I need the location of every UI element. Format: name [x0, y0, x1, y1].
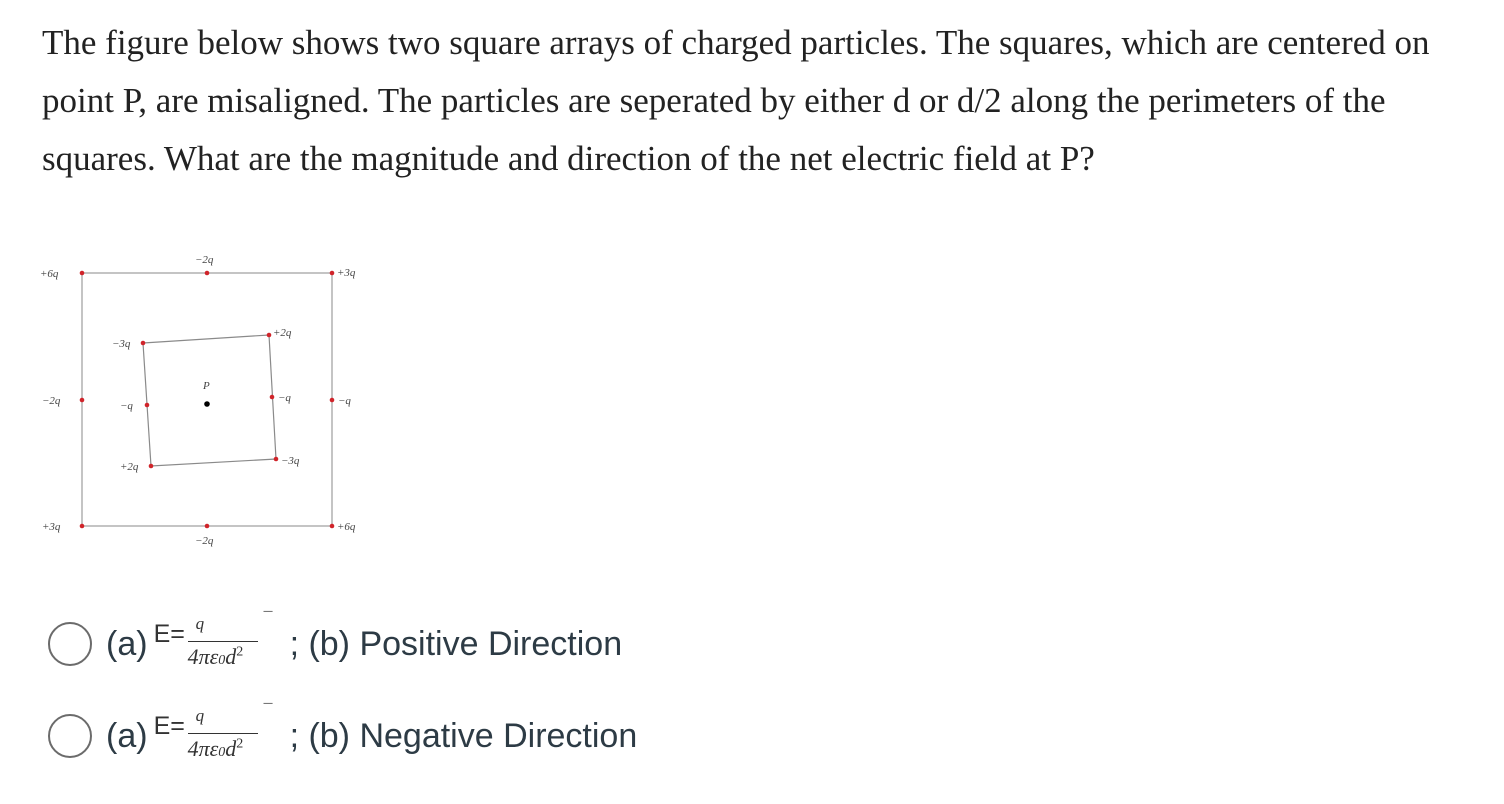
- answer-option-2[interactable]: [48, 702, 638, 766]
- option-label: ; (b) Negative Direction: [289, 716, 638, 755]
- field-formula: [152, 702, 273, 766]
- answer-option-1[interactable]: [48, 610, 623, 674]
- option-prefix: (a): [106, 624, 148, 663]
- formula-numerator: q: [195, 706, 205, 725]
- svg-text:−q: −q: [278, 392, 291, 404]
- svg-text:−2q: −2q: [195, 254, 214, 266]
- svg-text:P: P: [203, 380, 210, 392]
- outer-charge-top-right: [330, 267, 356, 279]
- inner-square: [143, 335, 276, 466]
- svg-text:+3q: +3q: [42, 521, 61, 533]
- charge-array-figure: [30, 240, 390, 560]
- formula-tick: ¯: [263, 702, 273, 719]
- outer-charge-top-left: [40, 268, 84, 280]
- svg-text:+2q: +2q: [120, 461, 139, 473]
- inner-charge-mid-left: [120, 400, 149, 412]
- svg-text:−q: −q: [338, 395, 351, 407]
- point-p: [202, 380, 210, 407]
- radio-button[interactable]: [48, 622, 92, 666]
- fraction-bar: [188, 641, 258, 642]
- formula-lhs: E=: [153, 620, 185, 648]
- outer-charge-bottom-mid: [195, 524, 214, 547]
- fraction-bar: [188, 733, 258, 734]
- svg-text:−2q: −2q: [42, 395, 61, 407]
- svg-text:−3q: −3q: [281, 455, 300, 467]
- outer-charge-mid-left: [42, 395, 84, 407]
- svg-text:+6q: +6q: [40, 268, 59, 280]
- outer-charge-mid-right: [330, 395, 352, 407]
- svg-text:+6q: +6q: [337, 521, 356, 533]
- option-label: ; (b) Positive Direction: [289, 624, 623, 663]
- svg-text:+3q: +3q: [337, 267, 356, 279]
- svg-text:−q: −q: [120, 400, 133, 412]
- svg-text:−2q: −2q: [195, 535, 214, 547]
- inner-charge-top-right: [267, 327, 292, 339]
- formula-denominator: $4\pi\varepsilon 0d^2$: [187, 644, 244, 669]
- field-formula: [152, 610, 273, 674]
- formula-lhs: E=: [153, 712, 185, 740]
- outer-charge-bottom-right: [330, 521, 356, 533]
- formula-denominator: $4\pi\varepsilon 0d^2$: [187, 736, 244, 761]
- inner-charge-bottom-left: [120, 461, 153, 473]
- outer-charge-bottom-left: [42, 521, 84, 533]
- svg-text:+2q: +2q: [273, 327, 292, 339]
- inner-charge-bottom-right: [274, 455, 300, 467]
- inner-charge-top-left: [112, 338, 145, 350]
- formula-numerator: q: [195, 614, 205, 633]
- outer-charge-top-mid: [195, 254, 214, 275]
- svg-text:−3q: −3q: [112, 338, 131, 350]
- question-text: The figure below shows two square arrays of charged particles. The squares, which are centered on point P, are misaligned. The particles are seperated by either d or d/2 along the perimeters of the squares. What are the magnitude and direction of the net electric field at P?: [42, 23, 1430, 178]
- formula-tick: ¯: [263, 610, 273, 627]
- option-prefix: (a): [106, 716, 148, 755]
- radio-button[interactable]: [48, 714, 92, 758]
